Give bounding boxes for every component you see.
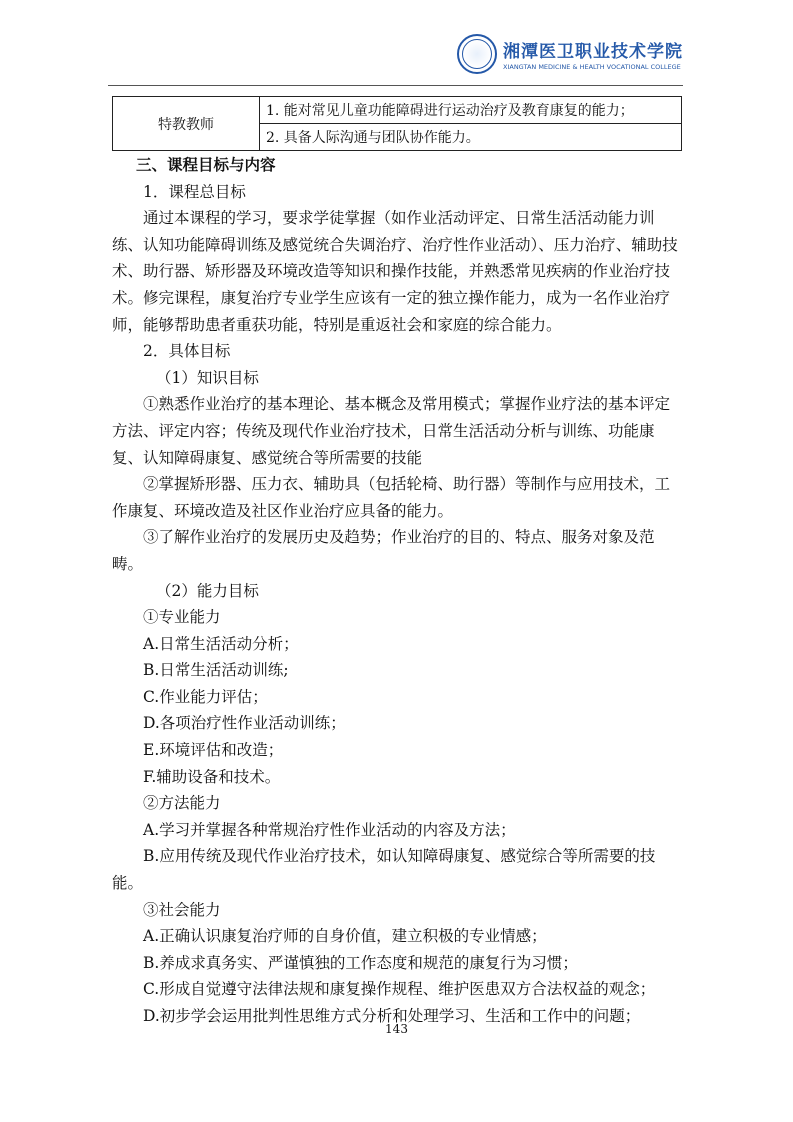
social-heading: ③社会能力 (143, 900, 221, 919)
goal-paragraph: 通过本课程的学习，要求学徒掌握（如作业活动评定、日常生活活动能力训练、认知功能障碍训练及感觉统合失调治疗、治疗性作业活动）、压力治疗、辅助技术、助行器、矫形器及环境改造等知识和操作技能，并熟悉常见疾病的作业治疗技术。修完课程，康复治疗专业学生应该有一定的独立操作能力，成为一名作业治疗师，能够帮助患者重获功能，特别是重返社会和家庭的综合能力。 (112, 209, 678, 334)
ability-cell: 1. 能对常见儿童功能障碍进行运动治疗及教育康复的能力； (260, 97, 682, 124)
knowledge-item: ①熟悉作业治疗的基本理论、基本概念及常用模式；掌握作业疗法的基本评定方法、评定内容；传统及现代作业治疗技术，日常生活活动分析与训练、功能康复、认知障碍康复、感觉统合等所需要的技能 (112, 395, 671, 467)
specific-heading: 2．具体目标 (143, 342, 231, 361)
college-name-en: XIANGTAN MEDICINE & HEALTH VOCATIONAL COLLEGE (503, 63, 681, 71)
section-title: 三、课程目标与内容 (136, 155, 276, 174)
college-logo (457, 34, 683, 74)
ability-cell: 2. 具备人际沟通与团队协作能力。 (260, 124, 682, 151)
knowledge-item: ③了解作业治疗的发展历史及趋势；作业治疗的目的、特点、服务对象及范畴。 (112, 528, 655, 573)
professional-item: F.辅助设备和技术。 (143, 767, 281, 786)
page-number: 143 (385, 1022, 408, 1036)
college-name: 湘潭医卫职业技术学院 (503, 42, 683, 62)
method-heading: ②方法能力 (143, 794, 221, 813)
professional-item: B.日常生活活动训练; (143, 661, 289, 680)
social-item: A.正确认识康复治疗师的自身价值，建立积极的专业情感； (143, 927, 547, 946)
header-divider (108, 85, 683, 86)
ability-table (112, 96, 682, 151)
method-item: A.学习并掌握各种常规治疗性作业活动的内容及方法； (143, 820, 516, 839)
method-item: B.应用传统及现代作业治疗技术，如认知障碍康复、感觉综合等所需要的技能。 (112, 847, 656, 893)
professional-item: A.日常生活活动分析； (143, 634, 299, 653)
table-row (113, 97, 682, 124)
knowledge-item: ②掌握矫形器、压力衣、辅助具（包括轮椅、助行器）等制作与应用技术，工作康复、环境改造及社区作业治疗应具备的能力。 (112, 475, 671, 520)
goal-heading: 1．课程总目标 (143, 182, 246, 201)
professional-item: D.各项治疗性作业活动训练； (143, 714, 346, 733)
professional-item: C.作业能力评估； (143, 687, 268, 706)
knowledge-heading: （1）知识目标 (156, 368, 259, 387)
social-item: D.初步学会运用批判性思维方式分析和处理学习、生活和工作中的问题； (143, 1007, 641, 1025)
professional-item: E.环境评估和改造； (143, 741, 284, 760)
social-item: B.养成求真务实、严谨慎独的工作态度和规范的康复行为习惯； (143, 953, 578, 972)
ability-heading: （2）能力目标 (156, 581, 259, 600)
role-cell: 特教教师 (113, 97, 260, 151)
social-item: C.形成自觉遵守法律法规和康复操作规程、维护医患双方合法权益的观念； (143, 980, 656, 999)
document-body (112, 152, 684, 1030)
professional-heading: ①专业能力 (143, 608, 221, 627)
college-seal-icon (457, 34, 497, 74)
page-header (108, 28, 683, 86)
